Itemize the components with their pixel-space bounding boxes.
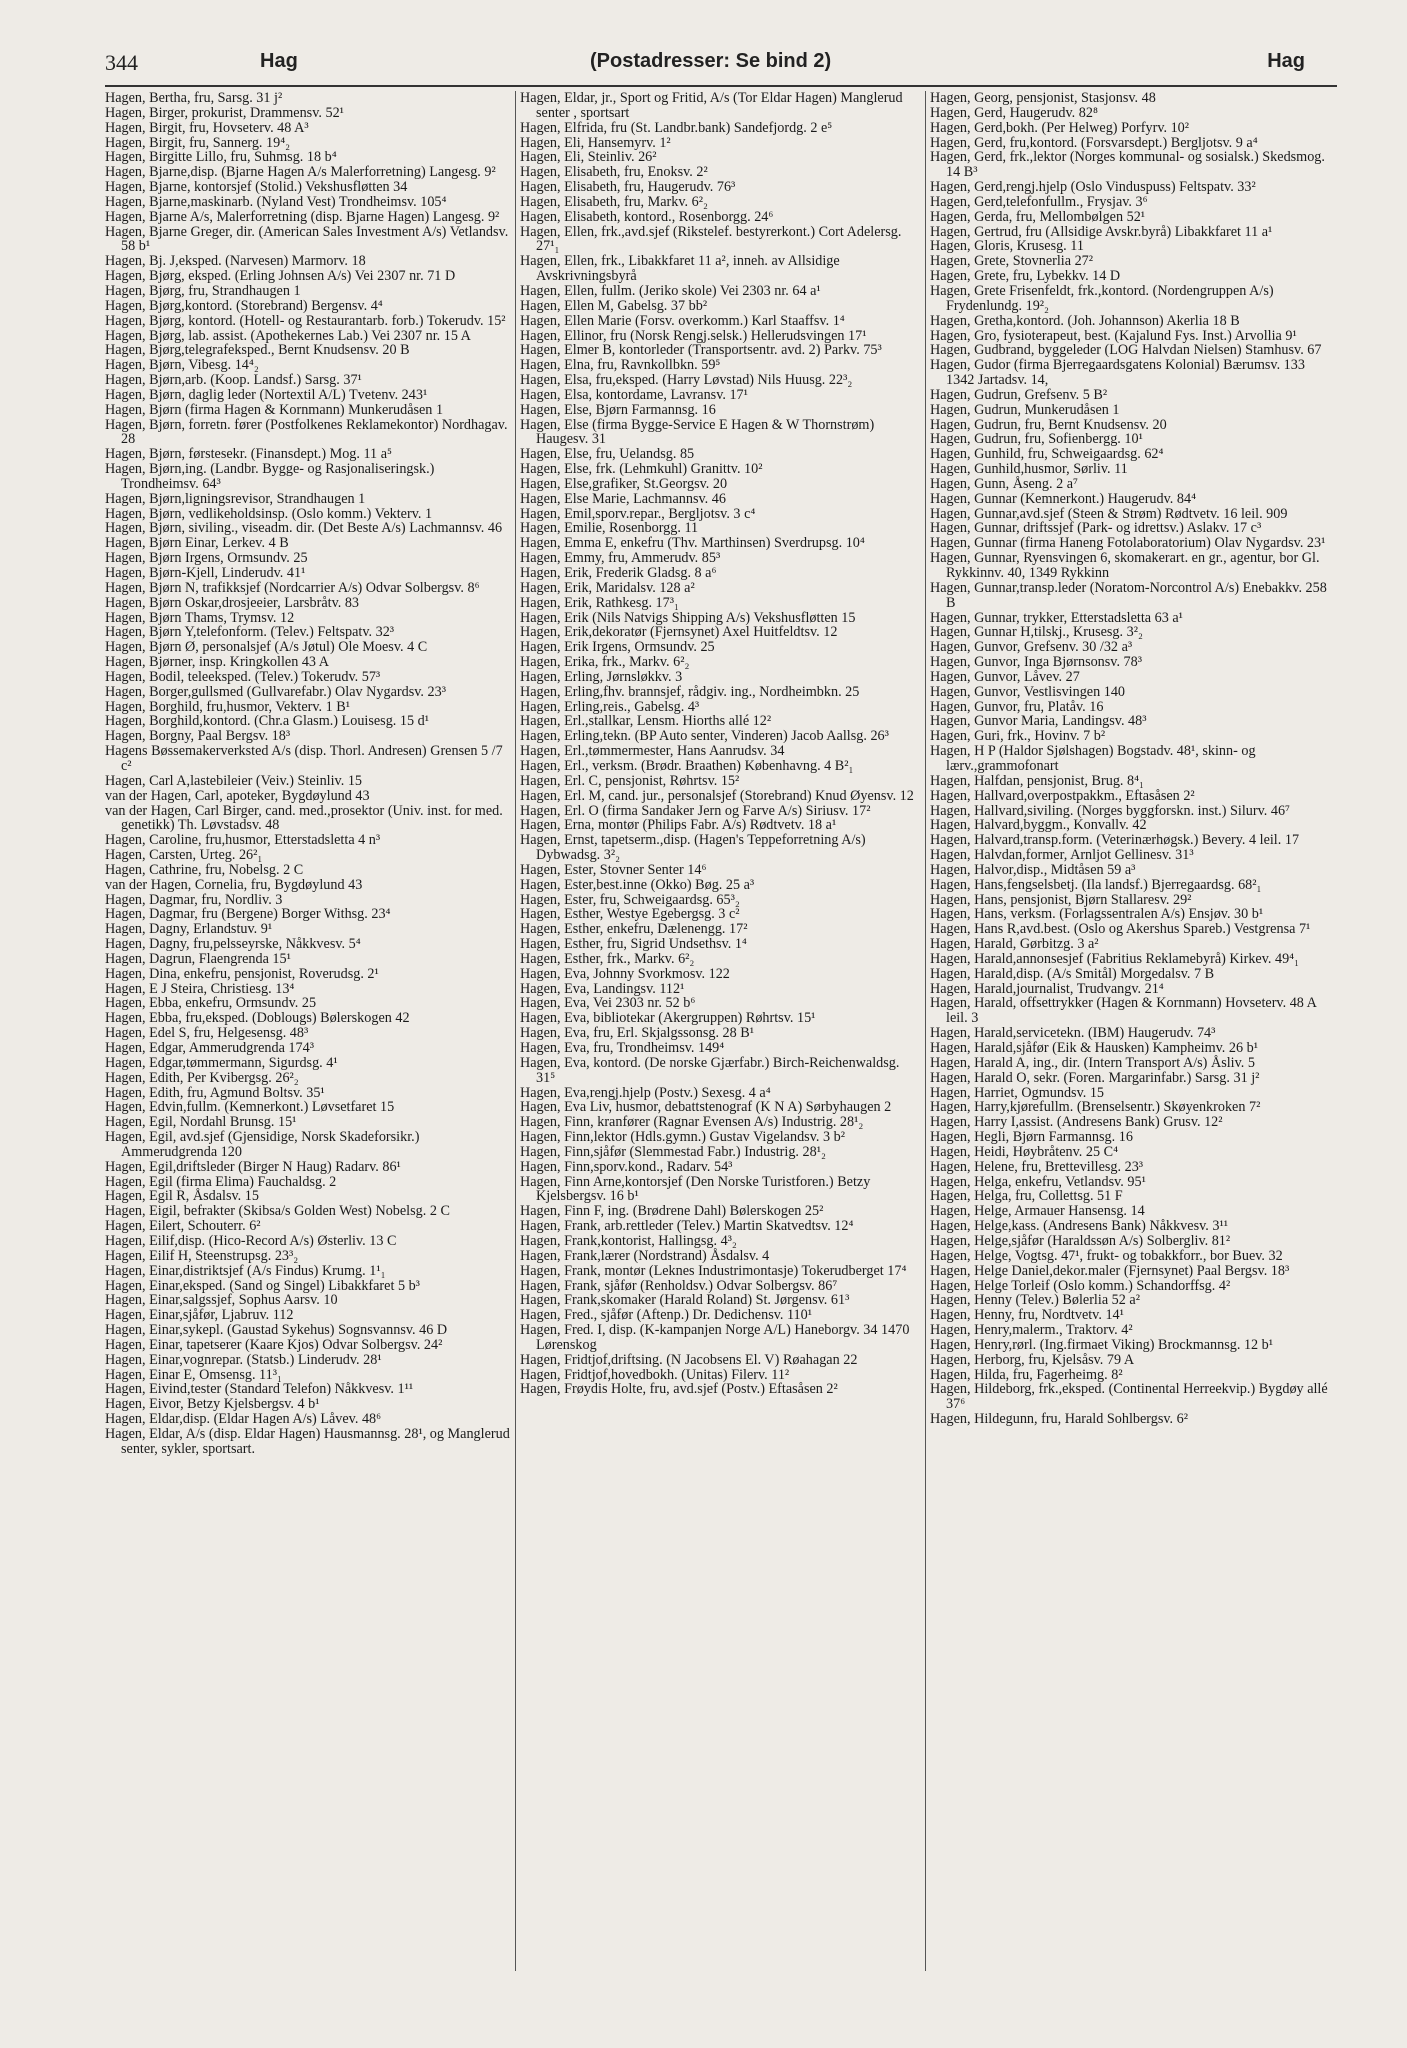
directory-entry: Hagen, Bjørn Einar, Lerkev. 4 B [105, 535, 289, 552]
directory-entry: Hagen, Erik, Frederik Gladsg. 8 a⁶ [520, 565, 717, 581]
directory-entry: Hagen, Einar E, Omsensg. 11³₁ [105, 1366, 282, 1383]
directory-entry: Hagen, Helge Daniel,dekor.maler (Fjernsynet) Paal Bergsv. 18³ [930, 1262, 1290, 1279]
directory-entry: Hagen, Eva, bibliotekar (Akergruppen) Røhrtsv. 15¹ [520, 1010, 816, 1027]
directory-entry: Hagen, Elisabeth, fru, Enoksv. 2² [520, 164, 708, 181]
directory-entry: Hagen, Eivind,tester (Standard Telefon) Nåkkvesv. 1¹¹ [105, 1381, 414, 1398]
directory-entry: Hagen, Bjarne,maskinarb. (Nyland Vest) Trondheimsv. 105⁴ [105, 193, 447, 210]
directory-entry: Hagen, Elfrida, fru (St. Landbr.bank) Sandefjordg. 2 e⁵ [520, 119, 833, 136]
directory-entry: Hagen, Gerd,rengj.hjelp (Oslo Vinduspuss) Feltspatv. 33² [930, 179, 1256, 196]
column-2 [520, 91, 920, 1971]
directory-entry: Hagen, Erika, frk., Markv. 6²₂ [520, 654, 690, 671]
directory-entry: Hagen, Birgit, fru, Hovseterv. 48 A³ [105, 119, 309, 136]
directory-entry: Hagen, Emma E, enkefru (Thv. Marthinsen) Sverdrupsg. 10⁴ [520, 535, 865, 552]
directory-entry: Hagen, Gerda, fru, Mellombølgen 52¹ [930, 208, 1146, 225]
directory-entry: Hagen, Bjørn, Vibesg. 14⁴₂ [105, 357, 259, 374]
directory-entry: Hagen, Einar,eksped. (Sand og Singel) Libakkfaret 5 b³ [105, 1277, 420, 1294]
directory-entry: Hagen, Borghild, fru,husmor, Vekterv. 1 B¹ [105, 698, 350, 715]
directory-entry: Hagen, Emilie, Rosenborgg. 11 [520, 520, 699, 537]
directory-entry: Hagen, Gunhild,husmor, Sørliv. 11 [930, 461, 1128, 478]
directory-entry: Hagen, Gerd, frk.,lektor (Norges kommunal- og sosialsk.) Skedsmog. 14 B³ [930, 149, 1325, 181]
directory-entry: Hagen, Harald,journalist, Trudvangv. 21⁴ [930, 980, 1164, 997]
directory-entry: Hagen, Frank,kontorist, Hallingsg. 4³₂ [520, 1232, 737, 1249]
directory-entry: Hagen, Erling,reis., Gabelsg. 4³ [520, 698, 700, 715]
directory-entry: Hagen, Erik Irgens, Ormsundv. 25 [520, 639, 715, 656]
directory-entry: Hagen, Einar,sjåfør, Ljabruv. 112 [105, 1307, 294, 1324]
directory-entry: Hagen, Birger, prokurist, Drammensv. 52¹ [105, 104, 344, 121]
directory-entry: Hagen, Eli, Hansemyrv. 1² [520, 134, 671, 151]
directory-entry: Hagen, Henny (Telev.) Bølerlia 52 a² [930, 1292, 1140, 1309]
directory-entry: Hagen, Else (firma Bygge-Service E Hagen & W Thornstrøm) Haugesv. 31 [520, 416, 875, 448]
column-divider [925, 91, 926, 1971]
directory-entry: Hagen, Harald O, sekr. (Foren. Margarinfabr.) Sarsg. 31 j² [930, 1069, 1260, 1086]
directory-entry: Hagen, Frank,skomaker (Harald Roland) St. Jørgensv. 61³ [520, 1292, 850, 1309]
directory-entry: Hagen, Elmer B, kontorleder (Transportsentr. avd. 2) Parkv. 75³ [520, 342, 882, 359]
directory-entry: Hagen, Eldar,disp. (Eldar Hagen A/s) Låvev. 48⁶ [105, 1411, 382, 1428]
directory-entry: Hagen, Bjørn N, trafikksjef (Nordcarrier A/s) Odvar Solbergsv. 8⁶ [105, 579, 480, 596]
directory-entry: Hagen, Bjørn, vedlikeholdsinsp. (Oslo komm.) Vekterv. 1 [105, 505, 433, 522]
directory-entry: Hagen, Hans, pensjonist, Bjørn Stallaresv. 29² [930, 891, 1192, 908]
directory-entry: Hagen, Gudrun, Munkerudåsen 1 [930, 401, 1120, 418]
column-3 [930, 91, 1335, 1971]
directory-entry: Hagen, Bjørg, kontord. (Hotell- og Restaurantarb. forb.) Tokerudv. 15² [105, 312, 506, 329]
directory-entry: Hagen, Eva, fru, Erl. Skjalgssonsg. 28 B¹ [520, 1025, 754, 1042]
directory-entry: Hagen, Hildeborg, frk.,eksped. (Continental Herreekvip.) Bygdøy allé 37⁶ [930, 1381, 1328, 1413]
directory-entry: Hagen, Ernst, tapetserm.,disp. (Hagen's Teppeforretning A/s) Dybwadsg. 3²₂ [520, 832, 866, 864]
directory-entry: Hagen, Gunnar,avd.sjef (Steen & Strøm) Rødtvetv. 16 leil. 909 [930, 505, 1288, 522]
directory-entry: Hagen, Eva, Johnny Svorkmosv. 122 [520, 965, 730, 982]
directory-entry: Hagen, Heidi, Høybråtenv. 25 C⁴ [930, 1143, 1119, 1160]
directory-entry: Hagen, Halvor,disp., Midtåsen 59 a³ [930, 861, 1136, 878]
directory-entry: Hagen, Einar,distriktsjef (A/s Findus) Krumg. 1¹₁ [105, 1262, 386, 1279]
directory-entry: Hagen, Borger,gullsmed (Gullvarefabr.) Olav Nygardsv. 23³ [105, 683, 446, 700]
directory-entry: Hagen, Henry,malerm., Traktorv. 4² [930, 1322, 1133, 1339]
directory-entry: Hagen, Else, Bjørn Farmannsg. 16 [520, 401, 716, 418]
header-center-note: (Postadresser: Se bind 2) [590, 50, 832, 72]
directory-entry: Hagen, Bjørn, daglig leder (Nortextil A/L) Tvetenv. 243¹ [105, 386, 428, 403]
directory-entry: Hagen, Gunvor, fru, Platåv. 16 [930, 698, 1104, 715]
directory-entry: Hagen, Gunvor Maria, Landingsv. 48³ [930, 713, 1147, 730]
directory-entry: Hagen, Harry,kjørefullm. (Brenselsentr.) Skøyenkroken 7² [930, 1099, 1261, 1116]
directory-entry: Hagen, Gunnar (Kemnerkont.) Haugerudv. 84⁴ [930, 490, 1197, 507]
directory-entry: Hagen, Gunvor, Grefsenv. 30 /32 a³ [930, 639, 1133, 656]
directory-entry: Hagen, Helge,sjåfør (Haraldssøn A/s) Solbergliv. 81² [930, 1232, 1231, 1249]
directory-entry: Hagen, Ellen, fullm. (Jeriko skole) Vei 2303 nr. 64 a¹ [520, 282, 821, 299]
directory-entry: Hagen, Finn Arne,kontorsjef (Den Norske Turistforen.) Betzy Kjelsbergsv. 16 b¹ [520, 1173, 871, 1205]
directory-entry: Hagen, Grete, fru, Lybekkv. 14 D [930, 268, 1121, 285]
directory-entry: Hagen, Erik, Rathkesg. 17³₁ [520, 594, 679, 611]
directory-entry: Hagen, Esther, frk., Markv. 6²₂ [520, 950, 695, 967]
directory-entry: Hagen, Halvdan,former, Arnljot Gellinesv. 31³ [930, 847, 1194, 864]
directory-entry: Hagen, Harald,sjåfør (Eik & Hausken) Kampheimv. 26 b¹ [930, 1040, 1258, 1056]
directory-entry: Hagen, Helga, enkefru, Vetlandsv. 95¹ [930, 1173, 1146, 1190]
directory-entry: Hagen, Bjørn Y,telefonform. (Telev.) Feltspatv. 32³ [105, 624, 395, 641]
directory-entry: Hagen, Harald,annonsesjef (Fabritius Reklamebyrå) Kirkev. 49⁴₁ [930, 950, 1300, 967]
directory-entry: Hagen, Einar,vognrepar. (Statsb.) Linderudv. 28¹ [105, 1351, 382, 1368]
directory-entry: Hagen, Finn,sjåfør (Slemmestad Fabr.) Industrig. 28¹₂ [520, 1143, 826, 1160]
directory-entry: Hagen, Eli, Steinliv. 26² [520, 149, 657, 166]
directory-entry: Hagen, Gerd, fru,kontord. (Forsvarsdept.) Bergljotsv. 9 a⁴ [930, 134, 1258, 151]
directory-entry: Hagen, Eivor, Betzy Kjelsbergsv. 4 b¹ [105, 1396, 320, 1413]
directory-entry: Hagen, Eva, Landingsv. 112¹ [520, 980, 685, 997]
directory-entry: Hagen, Bjørn Ø, personalsjef (A/s Jøtul) Ole Moesv. 4 C [105, 639, 428, 656]
header-left-word: Hag [260, 50, 298, 72]
directory-entry: Hagen, Harald A, ing., dir. (Intern Transport A/s) Åsliv. 5 [930, 1054, 1255, 1071]
directory-entry: Hagen, Erna, montør (Philips Fabr. A/s) Rødtvetv. 18 a¹ [520, 817, 837, 834]
directory-entry: Hagen, Bjarne,disp. (Bjarne Hagen A/s Malerforretning) Langesg. 9² [105, 164, 496, 181]
directory-entry: Hagen, Gretha,kontord. (Joh. Johannson) Akerlia 18 B [930, 312, 1240, 329]
directory-entry: Hagen, Ellinor, fru (Norsk Rengj.selsk.) Hellerudsvingen 17¹ [520, 327, 867, 344]
directory-entry: Hagen, Eldar, A/s (disp. Eldar Hagen) Hausmannsg. 28¹, og Manglerud senter, sykler, sportsart. [105, 1425, 510, 1457]
directory-entry: Hagen, Bjørn (firma Hagen & Kornmann) Munkerudåsen 1 [105, 401, 444, 418]
directory-entry: Hagen, Erik,dekoratør (Fjernsynet) Axel Huitfeldtsv. 12 [520, 624, 838, 641]
directory-entry: Hagen, E J Steira, Christiesg. 13⁴ [105, 980, 295, 997]
column-divider [515, 91, 516, 1971]
directory-entry: Hagen, Eva,rengj.hjelp (Postv.) Sexesg. 4 a⁴ [520, 1084, 771, 1101]
directory-entry: Hagen, Hilda, fru, Fagerheimg. 8² [930, 1366, 1123, 1383]
directory-entry: Hagen, Harald,servicetekn. (IBM) Haugerudv. 74³ [930, 1025, 1216, 1042]
header-right-word: Hag [1267, 50, 1305, 72]
directory-entry: Hagen, Halvard,byggm., Konvallv. 42 [930, 817, 1147, 834]
directory-entry: Hagen, H P (Haldor Sjølshagen) Bogstadv. 48¹, skinn- og lærv.,grammofonart [930, 743, 1256, 774]
directory-entry: Hagen, Erl., verksm. (Brødr. Braathen) Københavng. 4 B²₁ [520, 757, 854, 774]
directory-entry: Hagen, Dagrun, Flaengrenda 15¹ [105, 950, 291, 967]
directory-entry: Hagen, Helge, Armauer Hansensg. 14 [930, 1203, 1145, 1220]
directory-entry: Hagen, Hallvard,overpostpakkm., Eftasåsen 2² [930, 787, 1195, 804]
directory-entry: Hagen, Frank, montør (Leknes Industrimontasje) Tokerudberget 17⁴ [520, 1262, 907, 1279]
directory-entry: Hagen, Edith, fru, Agmund Boltsv. 35¹ [105, 1084, 325, 1101]
directory-entry: Hagen, Ebba, enkefru, Ormsundv. 25 [105, 995, 317, 1012]
directory-entry: Hagen, Elisabeth, fru, Markv. 6²₂ [520, 193, 708, 210]
directory-entry: Hagen, Erl. C, pensjonist, Røhrtsv. 15² [520, 772, 740, 789]
directory-entry: Hagen, Else, fru, Uelandsg. 85 [520, 446, 695, 463]
directory-entry: Hagen, Finn,lektor (Hdls.gymn.) Gustav Vigelandsv. 3 b² [520, 1129, 845, 1146]
directory-entry: Hagen, Hans,fengselsbetj. (Ila landsf.) Bjerregaardsg. 68²₁ [930, 876, 1262, 893]
directory-entry: Hagen, Carl A,lastebileier (Veiv.) Steinliv. 15 [105, 772, 363, 789]
directory-entry: Hagen, Georg, pensjonist, Stasjonsv. 48 [930, 91, 1156, 106]
directory-entry: Hagen, Eilert, Schouterr. 6² [105, 1218, 261, 1235]
directory-entry: Hagen, Gunvor, Låvev. 27 [930, 668, 1080, 685]
directory-entry: Hagen, Hallvard,siviling. (Norges byggforskn. inst.) Silurv. 46⁷ [930, 802, 1290, 819]
directory-entry: Hagen, Dagmar, fru, Nordliv. 3 [105, 891, 283, 908]
directory-entry: Hagen, Bjørn,ing. (Landbr. Bygge- og Rasjonaliseringsk.) Trondheimsv. 64³ [105, 461, 435, 492]
directory-entry: Hagen, Borgny, Paal Bergsv. 18³ [105, 728, 291, 745]
directory-entry: Hagen, Fred. I, disp. (K-kampanjen Norge A/L) Haneborgv. 34 1470 Lørenskog [520, 1322, 910, 1353]
directory-entry: Hagen, Caroline, fru,husmor, Etterstadsletta 4 n³ [105, 832, 381, 849]
directory-entry: Hagen, Dagmar, fru (Bergene) Borger Withsg. 23⁴ [105, 906, 391, 923]
directory-entry: Hagen, Henry,rørl. (Ing.firmaet Viking) Brockmannsg. 12 b¹ [930, 1336, 1274, 1353]
directory-entry: Hagen, Ellen M, Gabelsg. 37 bb² [520, 297, 708, 314]
directory-entry: Hagen, Gunnar, driftssjef (Park- og idrettsv.) Aslakv. 17 c³ [930, 520, 1262, 537]
directory-entry: Hagen, Erling,tekn. (BP Auto senter, Vinderen) Jacob Aallsg. 26³ [520, 728, 889, 745]
directory-entry: Hagen, Helene, fru, Brettevillesg. 23³ [930, 1158, 1144, 1175]
directory-entry: Hagen, Frank, arb.rettleder (Telev.) Martin Skatvedtsv. 12⁴ [520, 1218, 854, 1235]
directory-entry: Hagen, Ester, Stovner Senter 14⁶ [520, 861, 707, 878]
directory-entry: Hagen, Frøydis Holte, fru, avd.sjef (Postv.) Eftasåsen 2² [520, 1381, 838, 1398]
directory-entry: Hagen, Else, frk. (Lehmkuhl) Granittv. 10² [520, 461, 763, 478]
directory-entry: Hagen, Erik, Maridalsv. 128 a² [520, 579, 695, 596]
page-header [105, 50, 1335, 84]
directory-entry: Hagen, Harald,disp. (A/s Smitål) Morgedalsv. 7 B [930, 965, 1215, 982]
directory-entry: Hagen, Bjørner, insp. Kringkollen 43 A [105, 654, 330, 671]
directory-entry: Hagen, Egil, Nordahl Brunsg. 15¹ [105, 1114, 297, 1131]
directory-entry: Hagen, Bodil, teleeksped. (Telev.) Tokerudv. 57³ [105, 668, 381, 685]
directory-entry: Hagen, Eva, kontord. (De norske Gjærfabr.) Birch-Reichenwaldsg. 31⁵ [520, 1054, 900, 1086]
column-1 [105, 91, 510, 1971]
directory-entry: Hagen, Bjarne Greger, dir. (American Sales Investment A/s) Vetlandsv. 58 b¹ [105, 223, 509, 255]
directory-entry: Hagen, Egil (firma Elima) Fauchaldsg. 2 [105, 1173, 337, 1190]
directory-entry: Hagen, Helge,kass. (Andresens Bank) Nåkkvesv. 3¹¹ [930, 1218, 1228, 1235]
directory-entry: Hagen, Helge Torleif (Oslo komm.) Schandorffsg. 4² [930, 1277, 1231, 1294]
directory-entry: Hagen, Gudrun, fru, Bernt Knudsensv. 20 [930, 416, 1167, 433]
directory-entry: Hagen, Gerd,telefonfullm., Frysjav. 3⁶ [930, 193, 1148, 210]
directory-entry: Hagen, Bjørn Irgens, Ormsundv. 25 [105, 550, 308, 567]
directory-entry: Hagen, Grete Frisenfeldt, frk.,kontord. (Nordengruppen A/s) Frydenlundg. 19²₂ [930, 282, 1274, 314]
directory-entry: Hagen, Hildegunn, fru, Harald Sohlbergsv. 6² [930, 1411, 1188, 1428]
directory-entry: Hagen, Egil R, Åsdalsv. 15 [105, 1188, 259, 1205]
directory-entry: Hagen, Bjørn, forretn. fører (Postfolkenes Reklamekontor) Nordhagav. 28 [105, 416, 508, 448]
directory-entry: Hagen, Erl.,tømmermester, Hans Aanrudsv. 34 [520, 743, 785, 760]
directory-entry: Hagen, Edel S, fru, Helgesensg. 48³ [105, 1025, 309, 1042]
directory-entry: Hagen, Borghild,kontord. (Chr.a Glasm.) Louisesg. 15 d¹ [105, 713, 429, 730]
directory-entry: Hagen, Hans R,avd.best. (Oslo og Akershus Spareb.) Vestgrensa 7¹ [930, 921, 1311, 938]
directory-entry: Hagen, Bjørn,ligningsrevisor, Strandhaugen 1 [105, 490, 366, 507]
directory-entry: Hagen, Gudrun, fru, Sofienbergg. 10¹ [930, 431, 1143, 448]
directory-entry: Hagen, Fridtjof,hovedbokh. (Unitas) Filerv. 11² [520, 1366, 790, 1383]
directory-entry: Hagen, Ester,best.inne (Okko) Bøg. 25 a³ [520, 876, 755, 893]
directory-entry: Hagen, Erl.,stallkar, Lensm. Hiorths allé 12² [520, 713, 772, 730]
directory-entry: Hagen, Elsa, kontordame, Lavransv. 17¹ [520, 386, 748, 403]
directory-entry: Hagen, Egil,driftsleder (Birger N Haug) Radarv. 86¹ [105, 1158, 401, 1175]
directory-entry: van der Hagen, Carl Birger, cand. med.,prosektor (Univ. inst. for med. genetikk) Th. Løvstadsv. 48 [105, 802, 503, 834]
directory-entry: Hagen, Erl. O (firma Sandaker Jern og Farve A/s) Siriusv. 17² [520, 802, 871, 819]
directory-entry: Hagen, Cathrine, fru, Nobelsg. 2 C [105, 861, 304, 878]
directory-entry: Hagen, Esther, Westye Egebergsg. 3 c² [520, 906, 740, 923]
directory-entry: Hagen, Hans, verksm. (Forlagssentralen A/s) Ensjøv. 30 b¹ [930, 906, 1264, 923]
directory-entry: Hagen, Elna, fru, Ravnkollbkn. 59⁵ [520, 357, 721, 374]
directory-entry: Hagen, Bjørn,arb. (Koop. Landsf.) Sarsg. 37¹ [105, 372, 362, 389]
directory-entry: Hagen, Fridtjof,driftsing. (N Jacobsens El. V) Røahagan 22 [520, 1351, 858, 1368]
directory-entry: van der Hagen, Carl, apoteker, Bygdøylund 43 [105, 787, 370, 804]
directory-entry: Hagen, Grete, Stovnerlia 27² [930, 253, 1094, 270]
directory-entry: Hagen, Ellen, frk., Libakkfaret 11 a², inneh. av Allsidige Avskrivningsbyrå [520, 253, 840, 285]
directory-entry: Hagen, Harry I,assist. (Andresens Bank) Grusv. 12² [930, 1114, 1223, 1131]
directory-entry: Hagen, Gunhild, fru, Schweigaardsg. 62⁴ [930, 446, 1164, 463]
directory-entry: Hagen, Frank,lærer (Nordstrand) Åsdalsv. 4 [520, 1247, 770, 1264]
directory-entry: Hagen, Eigil, befrakter (Skibsa/s Golden West) Nobelsg. 2 C [105, 1203, 450, 1220]
directory-entry: Hagen, Erik (Nils Natvigs Shipping A/s) Vekshusfløtten 15 [520, 609, 856, 626]
directory-entry: Hagen, Eilif,disp. (Hico-Record A/s) Østerliv. 13 C [105, 1232, 397, 1249]
directory-entry: Hagen, Emmy, fru, Ammerudv. 85³ [520, 550, 721, 567]
directory-entry: Hagen, Bj. J,eksped. (Narvesen) Marmorv. 18 [105, 253, 366, 270]
directory-entry: Hagen, Helga, fru, Collettsg. 51 F [930, 1188, 1123, 1205]
directory-entry: Hagen, Edgar,tømmermann, Sigurdsg. 4¹ [105, 1054, 338, 1071]
directory-entry: Hagen, Eva, fru, Trondheimsv. 149⁴ [520, 1040, 725, 1056]
directory-entry: Hagen, Ester, fru, Schweigaardsg. 65³₂ [520, 891, 740, 908]
directory-entry: Hagen, Bjørn-Kjell, Linderudv. 41¹ [105, 565, 306, 581]
directory-entry: Hagen, Elsa, fru,eksped. (Harry Løvstad) Nils Huusg. 22³₂ [520, 372, 853, 389]
directory-entry: Hagen, Ebba, fru,eksped. (Doblougs) Bølerskogen 42 [105, 1010, 410, 1027]
directory-entry: Hagen, Herborg, fru, Kjelsåsv. 79 A [930, 1351, 1135, 1368]
directory-entry: Hagen, Harald, Gørbitzg. 3 a² [930, 936, 1099, 953]
directory-entry: Hagen, Dagny, Erlandstuv. 9¹ [105, 921, 273, 938]
directory-entry: Hagen, Bjarne A/s, Malerforretning (disp. Bjarne Hagen) Langesg. 9² [105, 208, 500, 225]
directory-entry: Hagen, Erl. M, cand. jur., personalsjef (Storebrand) Knud Øyensv. 12 [520, 787, 914, 804]
directory-entry: Hagen, Einar,sykepl. (Gaustad Sykehus) Sognsvannsv. 46 D [105, 1322, 448, 1339]
directory-entry: Hagen, Einar, tapetserer (Kaare Kjos) Odvar Solbergsv. 24² [105, 1336, 443, 1353]
directory-entry: Hagen, Gudor (firma Bjerregaardsgatens Kolonial) Bærumsv. 133 1342 Jartadsv. 14, [930, 357, 1305, 389]
directory-entry: Hagen, Gloris, Krusesg. 11 [930, 238, 1084, 255]
directory-entry: Hagen, Hegli, Bjørn Farmannsg. 16 [930, 1129, 1133, 1146]
directory-entry: van der Hagen, Cornelia, fru, Bygdøylund 43 [105, 876, 363, 893]
directory-entry: Hagen, Halfdan, pensjonist, Brug. 8⁴₁ [930, 772, 1144, 789]
directory-entry: Hagen, Esther, enkefru, Dælenengg. 17² [520, 921, 748, 938]
directory-entry: Hagen, Else Marie, Lachmannsv. 46 [520, 490, 726, 507]
directory-entry: Hagen, Birgitte Lillo, fru, Suhmsg. 18 b⁴ [105, 149, 337, 166]
directory-entry: Hagen, Bjørn, siviling., viseadm. dir. (Det Beste A/s) Lachmannsv. 46 [105, 520, 503, 537]
directory-entry: Hagen, Dina, enkefru, pensjonist, Roverudsg. 2¹ [105, 965, 379, 982]
directory-entry: Hagen, Gunnar (firma Haneng Fotolaboratorium) Olav Nygardsv. 23¹ [930, 535, 1326, 552]
directory-entry: Hagen, Gunvor, Inga Bjørnsonsv. 78³ [930, 654, 1143, 671]
directory-entry: Hagen, Emil,sporv.repar., Bergljotsv. 3 c⁴ [520, 505, 756, 522]
directory-entry: Hagen, Finn, kranfører (Ragnar Evensen A/s) Industrig. 28¹₂ [520, 1114, 864, 1131]
directory-entry: Hagen, Gunnar H,tilskj., Krusesg. 3²₂ [930, 624, 1143, 641]
directory-entry: Hagen, Einar,salgssjef, Sophus Aarsv. 10 [105, 1292, 338, 1309]
directory-entry: Hagen, Egil, avd.sjef (Gjensidige, Norsk Skadeforsikr.) Ammerudgrenda 120 [105, 1129, 420, 1160]
directory-entry: Hagen, Ellen Marie (Forsv. overkomm.) Karl Staaffsv. 1⁴ [520, 312, 845, 329]
directory-entry: Hagens Bøssemakerverksted A/s (disp. Thorl. Andresen) Grensen 5 /7 c² [105, 743, 503, 774]
directory-entry: Hagen, Harald, offsettrykker (Hagen & Kornmann) Hovseterv. 48 A leil. 3 [930, 995, 1317, 1027]
directory-entry: Hagen, Halvard,transp.form. (Veterinærhøgsk.) Bevery. 4 leil. 17 [930, 832, 1300, 849]
header-rule [105, 85, 1337, 87]
directory-entry: Hagen, Gudrun, Grefsenv. 5 B² [930, 386, 1108, 403]
directory-entry: Hagen, Edvin,fullm. (Kemnerkont.) Løvsetfaret 15 [105, 1099, 395, 1116]
directory-entry: Hagen, Erling,fhv. brannsjef, rådgiv. ing., Nordheimbkn. 25 [520, 683, 860, 700]
directory-entry: Hagen, Bjarne, kontorsjef (Stolid.) Vekshusfløtten 34 [105, 179, 408, 196]
directory-entry: Hagen, Ellen, frk.,avd.sjef (Rikstelef. bestyrerkont.) Cort Adelersg. 27¹₁ [520, 223, 902, 255]
directory-entry: Hagen, Gudbrand, byggeleder (LOG Halvdan Nielsen) Stamhusv. 67 [930, 342, 1322, 359]
directory-entry: Hagen, Gro, fysioterapeut, best. (Kajalund Fys. Inst.) Arvollia 9¹ [930, 327, 1297, 344]
directory-entry: Hagen, Bjørg, lab. assist. (Apothekernes Lab.) Vei 2307 nr. 15 A [105, 327, 471, 344]
directory-entry: Hagen, Guri, frk., Hovinv. 7 b² [930, 728, 1106, 745]
directory-entry: Hagen, Carsten, Urteg. 26²₁ [105, 847, 263, 864]
directory-entry: Hagen, Edith, Per Kvibergsg. 26²₂ [105, 1069, 299, 1086]
directory-entry: Hagen, Eva Liv, husmor, debattstenograf (K N A) Sørbyhaugen 2 [520, 1099, 892, 1116]
directory-entry: Hagen, Gunnar, trykker, Etterstadsletta 63 a¹ [930, 609, 1183, 626]
directory-entry: Hagen, Gertrud, fru (Allsidige Avskr.byrå) Libakkfaret 11 a¹ [930, 223, 1273, 240]
directory-entry: Hagen, Bjørg, fru, Strandhaugen 1 [105, 282, 301, 299]
directory-entry: Hagen, Gunn, Åseng. 2 a⁷ [930, 475, 1078, 492]
directory-entry: Hagen, Gunnar, Ryensvingen 6, skomakerart. en gr., agentur, bor Gl. Rykkinnv. 40, 1349 Rykkinn [930, 550, 1320, 581]
directory-entry: Hagen, Gerd,bokh. (Per Helweg) Porfyrv. 10² [930, 119, 1190, 136]
directory-entry: Hagen, Bjørg,kontord. (Storebrand) Bergensv. 4⁴ [105, 297, 383, 314]
page-number: 344 [105, 50, 138, 75]
directory-entry: Hagen, Gunvor, Vestlisvingen 140 [930, 683, 1126, 700]
directory-entry: Hagen, Elisabeth, fru, Haugerudv. 76³ [520, 179, 736, 196]
directory-entry: Hagen, Bjørg,telegrafeksped., Bernt Knudsensv. 20 B [105, 342, 410, 359]
directory-entry: Hagen, Esther, fru, Sigrid Undsethsv. 1⁴ [520, 936, 747, 953]
directory-entry: Hagen, Edgar, Ammerudgrenda 174³ [105, 1040, 314, 1056]
directory-entry: Hagen, Henny, fru, Nordtvetv. 14¹ [930, 1307, 1124, 1324]
directory-entry: Hagen, Birgit, fru, Sannerg. 19⁴₂ [105, 134, 291, 151]
directory-entry: Hagen, Harriet, Ogmundsv. 15 [930, 1084, 1105, 1101]
directory-entry: Hagen, Finn,sporv.kond., Radarv. 54³ [520, 1158, 733, 1175]
directory-entry: Hagen, Finn F, ing. (Brødrene Dahl) Bølerskogen 25² [520, 1203, 824, 1220]
directory-entry: Hagen, Eldar, jr., Sport og Fritid, A/s (Tor Eldar Hagen) Manglerud senter , sportsart [520, 91, 903, 121]
directory-entry: Hagen, Bjørg, eksped. (Erling Johnsen A/s) Vei 2307 nr. 71 D [105, 268, 456, 285]
directory-entry: Hagen, Bjørn, førstesekr. (Finansdept.) Mog. 11 a⁵ [105, 446, 392, 463]
directory-entry: Hagen, Frank, sjåfør (Renholdsv.) Odvar Solbergsv. 86⁷ [520, 1277, 838, 1294]
directory-entry: Hagen, Eva, Vei 2303 nr. 52 b⁶ [520, 995, 696, 1012]
directory-entry: Hagen, Bjørn Thams, Trymsv. 12 [105, 609, 295, 626]
directory-entry: Hagen, Elisabeth, kontord., Rosenborgg. 24⁶ [520, 208, 774, 225]
directory-entry: Hagen, Fred., sjåfør (Aftenp.) Dr. Dedichensv. 110¹ [520, 1307, 812, 1324]
directory-entry: Hagen, Gerd, Haugerudv. 82⁸ [930, 104, 1098, 121]
directory-entry: Hagen, Bertha, fru, Sarsg. 31 j² [105, 91, 283, 106]
directory-entry: Hagen, Erling, Jørnsløkkv. 3 [520, 668, 683, 685]
directory-entry: Hagen, Helge, Vogtsg. 47¹, frukt- og tobakkforr., bor Buev. 32 [930, 1247, 1283, 1264]
directory-entry: Hagen, Bjørn Oskar,drosjeeier, Larsbråtv. 83 [105, 594, 360, 611]
directory-entry: Hagen, Dagny, fru,pelsseyrske, Nåkkvesv. 5⁴ [105, 936, 361, 953]
directory-entry: Hagen, Else,grafiker, St.Georgsv. 20 [520, 475, 728, 492]
directory-entry: Hagen, Gunnar,transp.leder (Noratom-Norcontrol A/s) Enebakkv. 258 B [930, 579, 1327, 611]
directory-entry: Hagen, Eilif H, Steenstrupsg. 23³₂ [105, 1247, 299, 1264]
